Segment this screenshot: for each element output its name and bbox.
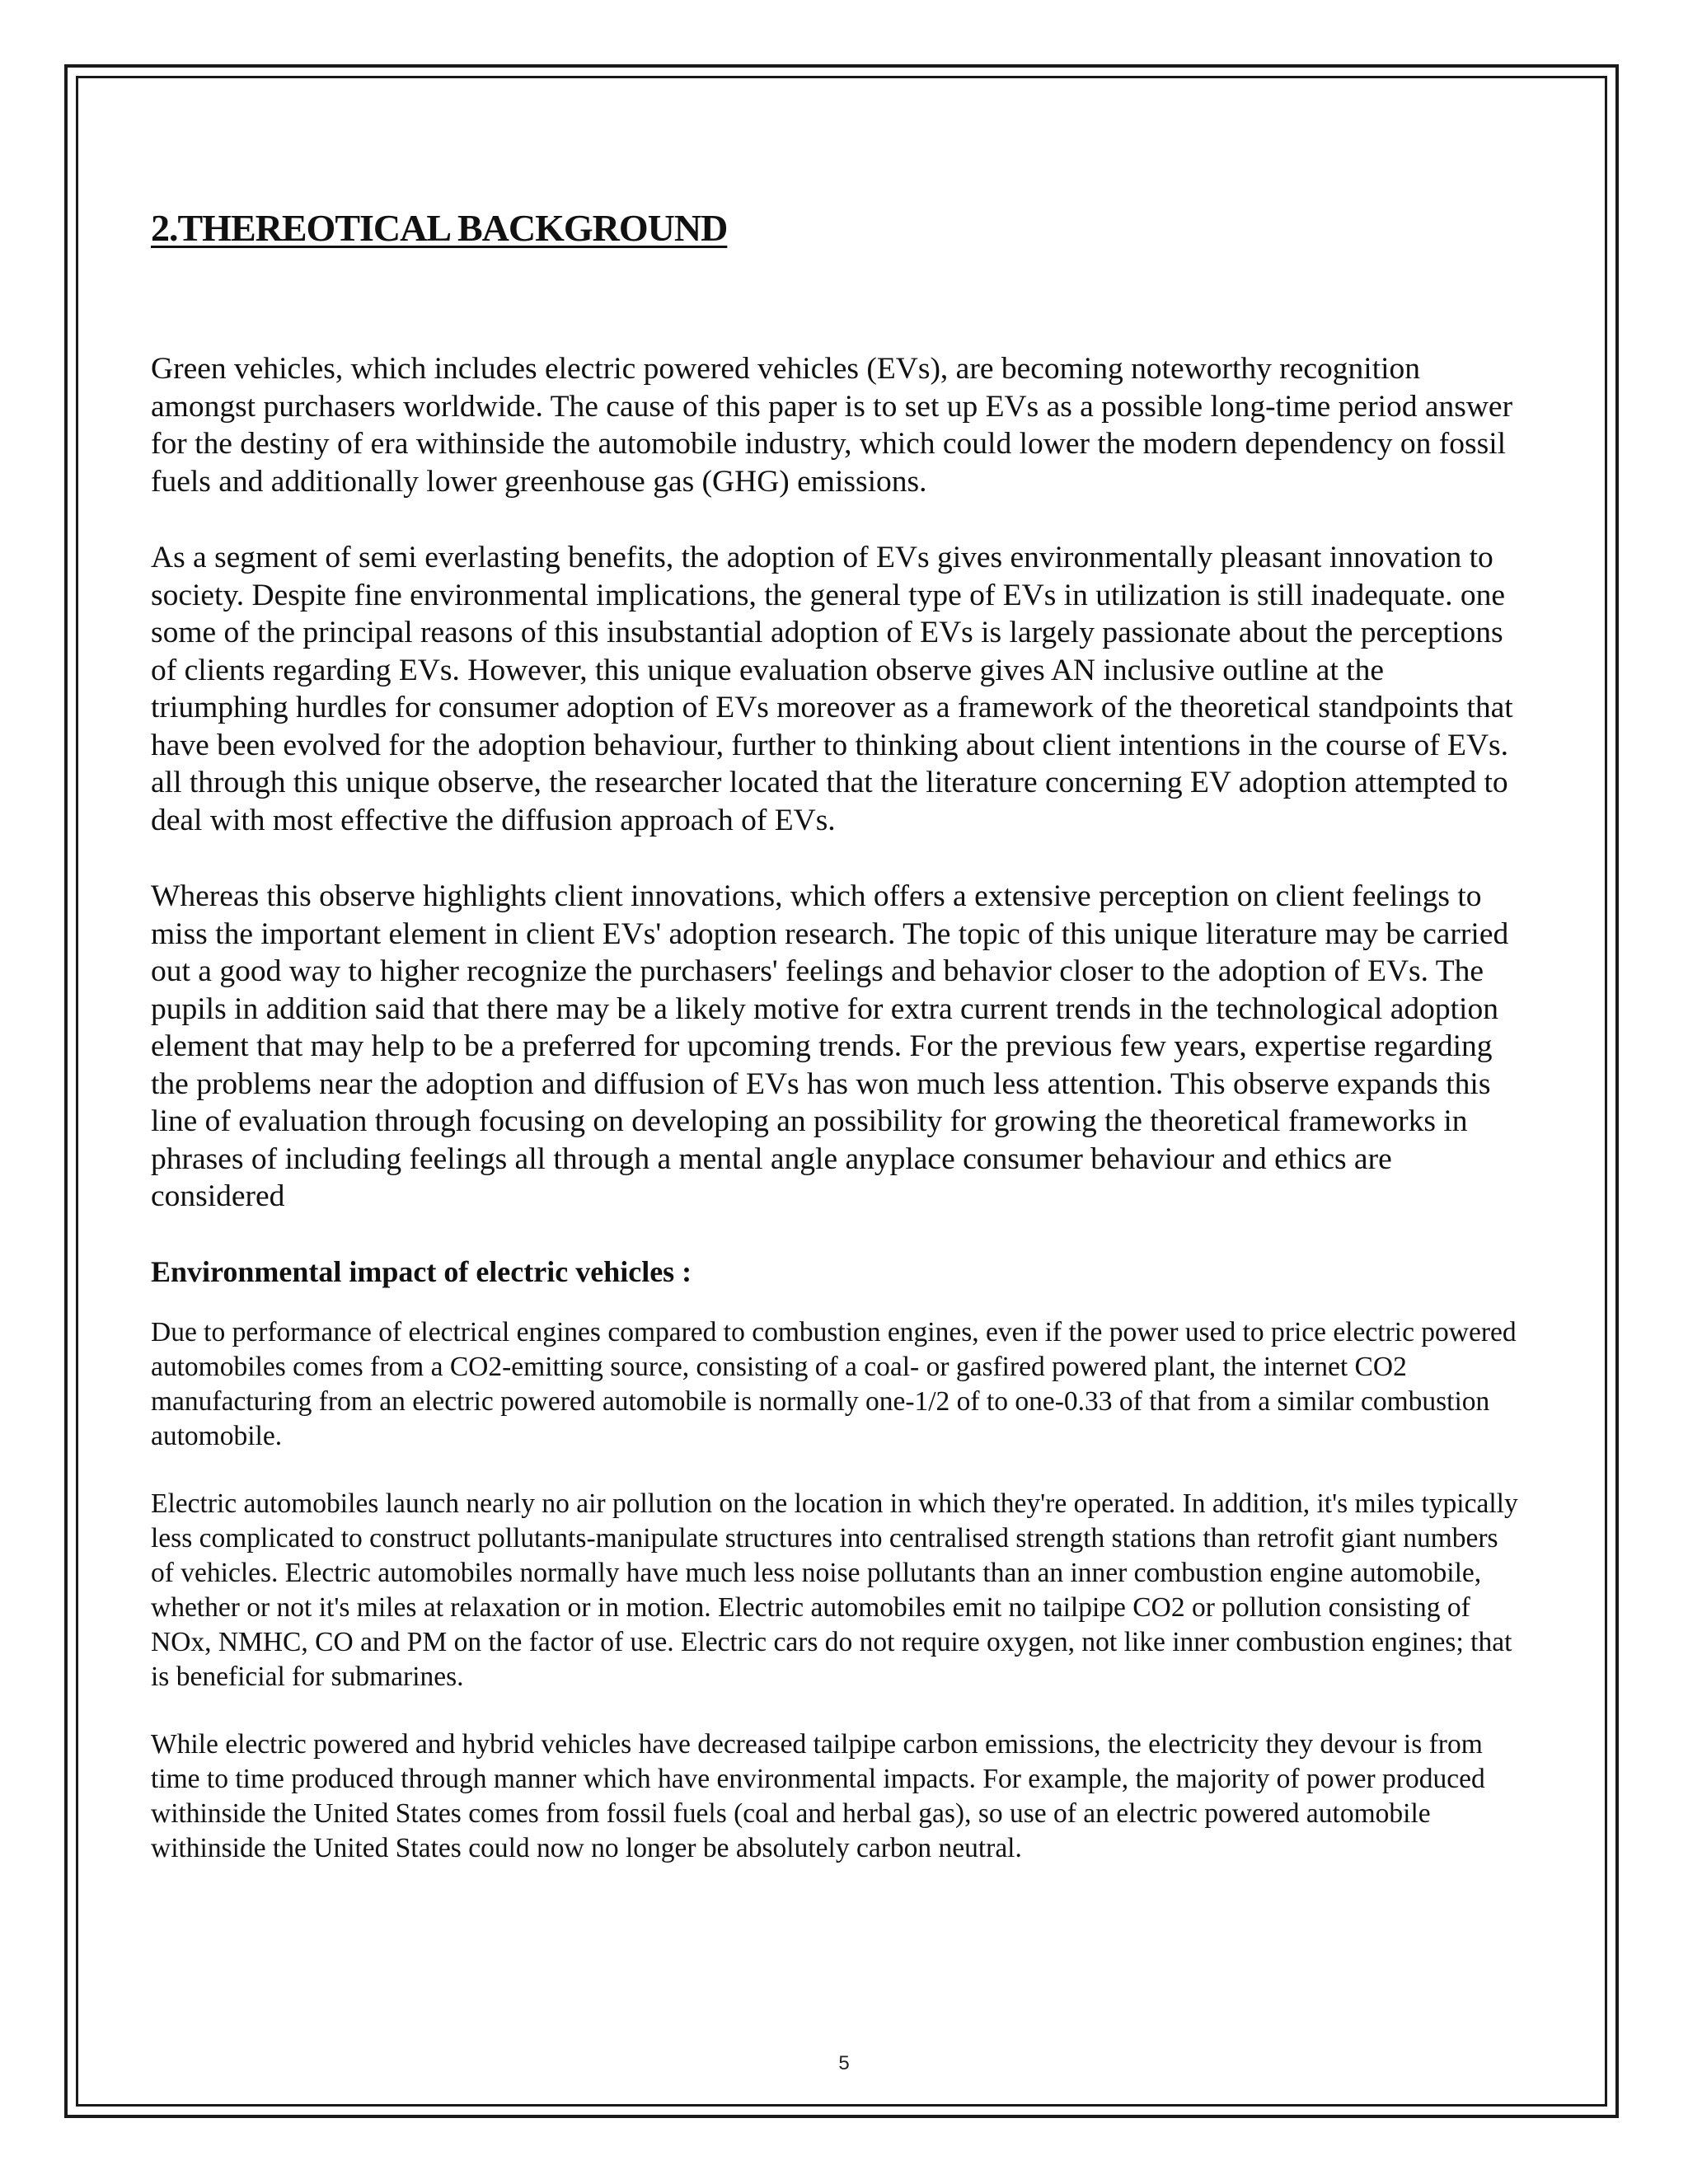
paragraph-carbon-emissions: While electric powered and hybrid vehicles have decreased tailpipe carbon emissions, the electricity they devour is from time to time produced through manner which have environmental impacts. For example, the majority of power produced withinside the United States comes from fossil fuels (coal and herbal gas), so use of an electric powered automobile withinside the United States could now no longer be absolutely carbon neutral. <box>151 1728 1485 1863</box>
paragraph-electrical-engine-performance: Due to performance of electrical engines compared to combustion engines, even if the power used to price electric powered automobiles comes from a CO2-emitting source, consisting of a coal- or gasfired powered plant, the internet CO2 manufacturing from an electric powered automobile is normally one-1/2 of to one-0.33 of that from a similar combustion automobile. <box>151 1316 1517 1451</box>
paragraph-green-vehicles: Green vehicles, which includes electric powered vehicles (EVs), are becoming noteworthy recognition amongst purchasers worldwide. The cause of this paper is to set up EVs as a possible long-time period answer for the destiny of era withinside the automobile industry, which could lower the modern dependency on fossil fuels and additionally lower greenhouse gas (GHG) emissions. <box>151 352 1513 499</box>
paragraph-air-pollution: Electric automobiles launch nearly no air pollution on the location in which they're operated. In addition, it's miles typically less complicated to construct pollutants-manipulate structures into centralised strength stations than retrofit giant numbers of vehicles. Electric automobiles normally have much less noise pollutants than an inner combustion engine automobile, whether or not it's miles at relaxation or in motion. Electric automobiles emit no tailpipe CO2 or pollution consisting of NOx, NMHC, CO and PM on the factor of use. Electric cars do not require oxygen, not like inner combustion engines; that is beneficial for submarines. <box>151 1488 1518 1692</box>
paragraph-semi-everlasting-benefits: As a segment of semi everlasting benefits, the adoption of EVs gives environmentally pleasant innovation to society. Despite fine environmental implications, the general type of EVs in utilization is still inadequate. one some of the principal reasons of this insubstantial adoption of EVs is largely passionate about the perceptions of clients regarding EVs. However, this unique evaluation observe gives AN inclusive outline at the triumphing hurdles for consumer adoption of EVs moreover as a framework of the theoretical standpoints that have been evolved for the adoption behaviour, further to thinking about client intentions in the course of EVs. all through this unique observe, the researcher located that the literature concerning EV adoption attempted to deal with most effective the diffusion approach of EVs. <box>151 541 1513 837</box>
section-heading: 2.THEREOTICAL BACKGROUND <box>151 207 728 249</box>
page-content <box>151 206 1519 1899</box>
paragraph-client-innovations: Whereas this observe highlights client innovations, which offers a extensive perception on client feelings to miss the important element in client EVs' adoption research. The topic of this unique literature may be carried out a good way to higher recognize the purchasers' feelings and behavior closer to the adoption of EVs. The pupils in addition said that there may be a likely motive for extra current trends in the technological adoption element that may help to be a preferred for upcoming trends. For the previous few years, expertise regarding the problems near the adoption and diffusion of EVs has won much less attention. This observe expands this line of evaluation through focusing on developing an possibility for growing the theoretical frameworks in phrases of including feelings all through a mental angle anyplace consumer behaviour and ethics are considered <box>151 879 1509 1213</box>
page-number: 5 <box>838 2052 850 2074</box>
subsection-heading: Environmental impact of electric vehicles : <box>151 1254 692 1288</box>
